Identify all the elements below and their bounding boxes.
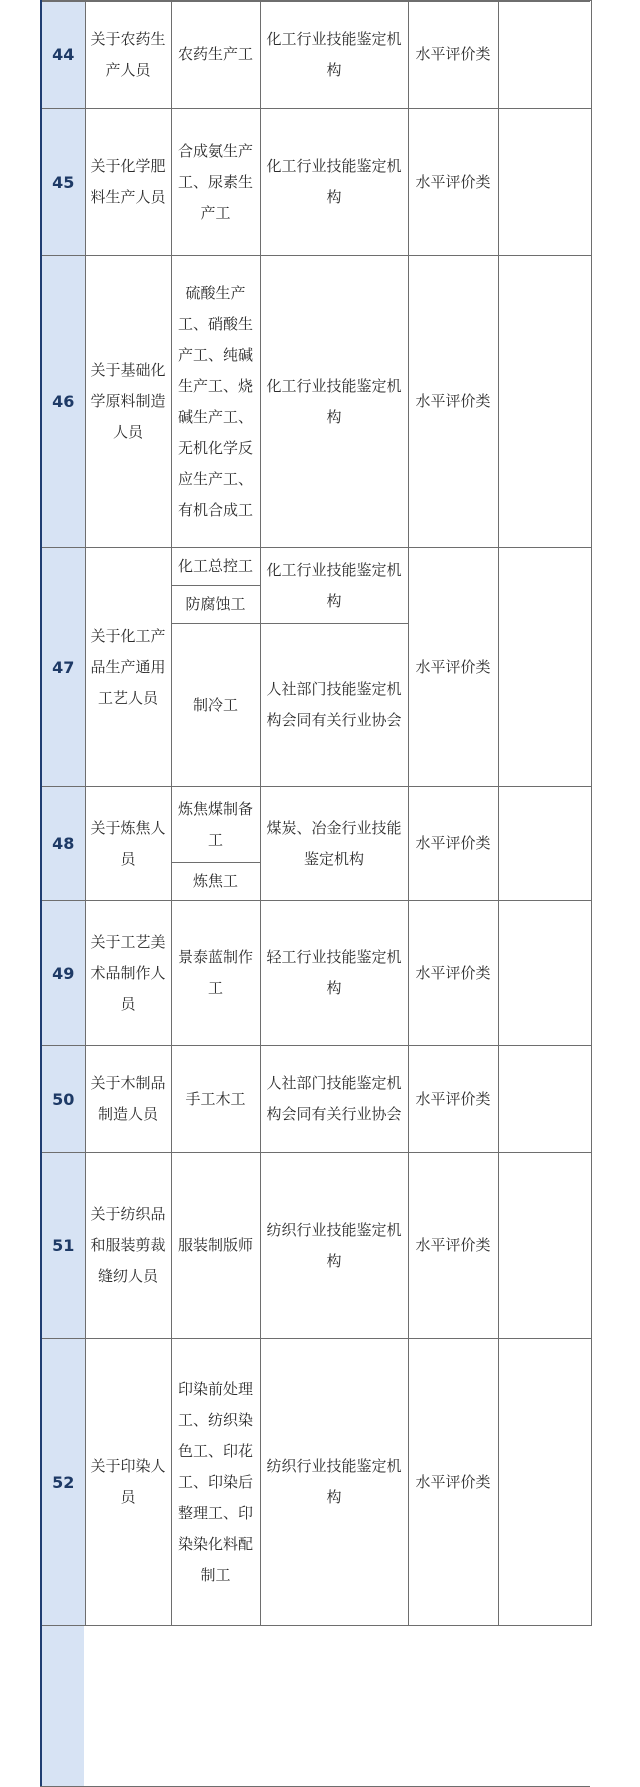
row-number: 51 <box>41 1153 85 1339</box>
job-cell: 制冷工 <box>171 624 260 787</box>
job-cell: 农药生产工 <box>171 1 260 109</box>
org-cell: 纺织行业技能鉴定机构 <box>260 1153 408 1339</box>
table-row <box>41 1153 591 1339</box>
org-cell: 人社部门技能鉴定机构会同有关行业协会 <box>260 1046 408 1153</box>
table-row <box>41 1046 591 1153</box>
job-cell: 印染前处理工、纺织染色工、印花工、印染后整理工、印染染化料配制工 <box>171 1339 260 1626</box>
row-number: 50 <box>41 1046 85 1153</box>
empty-cell <box>498 548 591 787</box>
table-row <box>41 109 591 256</box>
category-cell: 关于化学肥料生产人员 <box>85 109 171 256</box>
org-cell: 化工行业技能鉴定机构 <box>260 109 408 256</box>
org-cell: 煤炭、冶金行业技能鉴定机构 <box>260 787 408 901</box>
table-row <box>41 901 591 1046</box>
category-cell: 关于化工产品生产通用工艺人员 <box>85 548 171 787</box>
type-cell: 水平评价类 <box>408 901 498 1046</box>
row-number: 47 <box>41 548 85 787</box>
type-cell: 水平评价类 <box>408 1 498 109</box>
job-cell: 炼焦煤制备工 <box>171 787 260 863</box>
row-number: 45 <box>41 109 85 256</box>
empty-cell <box>498 256 591 548</box>
type-cell: 水平评价类 <box>408 109 498 256</box>
category-cell: 关于炼焦人员 <box>85 787 171 901</box>
org-cell: 化工行业技能鉴定机构 <box>260 256 408 548</box>
org-cell: 轻工行业技能鉴定机构 <box>260 901 408 1046</box>
category-cell: 关于印染人员 <box>85 1339 171 1626</box>
table-row <box>41 1339 591 1626</box>
empty-cell <box>498 1046 591 1153</box>
type-cell: 水平评价类 <box>408 787 498 901</box>
job-cell: 化工总控工 <box>171 548 260 586</box>
job-cell: 手工木工 <box>171 1046 260 1153</box>
category-cell: 关于工艺美术品制作人员 <box>85 901 171 1046</box>
org-cell: 人社部门技能鉴定机构会同有关行业协会 <box>260 624 408 787</box>
type-cell: 水平评价类 <box>408 548 498 787</box>
org-cell: 化工行业技能鉴定机构 <box>260 1 408 109</box>
empty-cell <box>498 109 591 256</box>
job-cell: 景泰蓝制作工 <box>171 901 260 1046</box>
org-cell: 化工行业技能鉴定机构 <box>260 548 408 624</box>
empty-cell <box>498 787 591 901</box>
category-cell: 关于木制品制造人员 <box>85 1046 171 1153</box>
table-row <box>41 1 591 109</box>
job-cell: 硫酸生产工、硝酸生产工、纯碱生产工、烧碱生产工、无机化学反应生产工、有机合成工 <box>171 256 260 548</box>
org-cell: 纺织行业技能鉴定机构 <box>260 1339 408 1626</box>
job-cell: 服装制版师 <box>171 1153 260 1339</box>
row-number: 49 <box>41 901 85 1046</box>
type-cell: 水平评价类 <box>408 256 498 548</box>
empty-cell <box>498 1153 591 1339</box>
table-top-border <box>40 0 590 2</box>
type-cell: 水平评价类 <box>408 1153 498 1339</box>
job-cell: 防腐蚀工 <box>171 586 260 624</box>
table-row <box>41 787 591 863</box>
type-cell: 水平评价类 <box>408 1339 498 1626</box>
job-cell: 合成氨生产工、尿素生产工 <box>171 109 260 256</box>
category-cell: 关于农药生产人员 <box>85 1 171 109</box>
category-cell: 关于基础化学原料制造人员 <box>85 256 171 548</box>
table-row <box>41 256 591 548</box>
row-number: 46 <box>41 256 85 548</box>
type-cell: 水平评价类 <box>408 1046 498 1153</box>
job-cell: 炼焦工 <box>171 863 260 901</box>
row-number: 48 <box>41 787 85 901</box>
table-row <box>41 548 591 586</box>
table-left-accent <box>40 0 42 1787</box>
empty-cell <box>498 1339 591 1626</box>
empty-cell <box>498 901 591 1046</box>
occupation-table <box>40 0 592 1626</box>
row-number: 52 <box>41 1339 85 1626</box>
category-cell: 关于纺织品和服装剪裁缝纫人员 <box>85 1153 171 1339</box>
empty-cell <box>498 1 591 109</box>
row-number: 44 <box>41 1 85 109</box>
